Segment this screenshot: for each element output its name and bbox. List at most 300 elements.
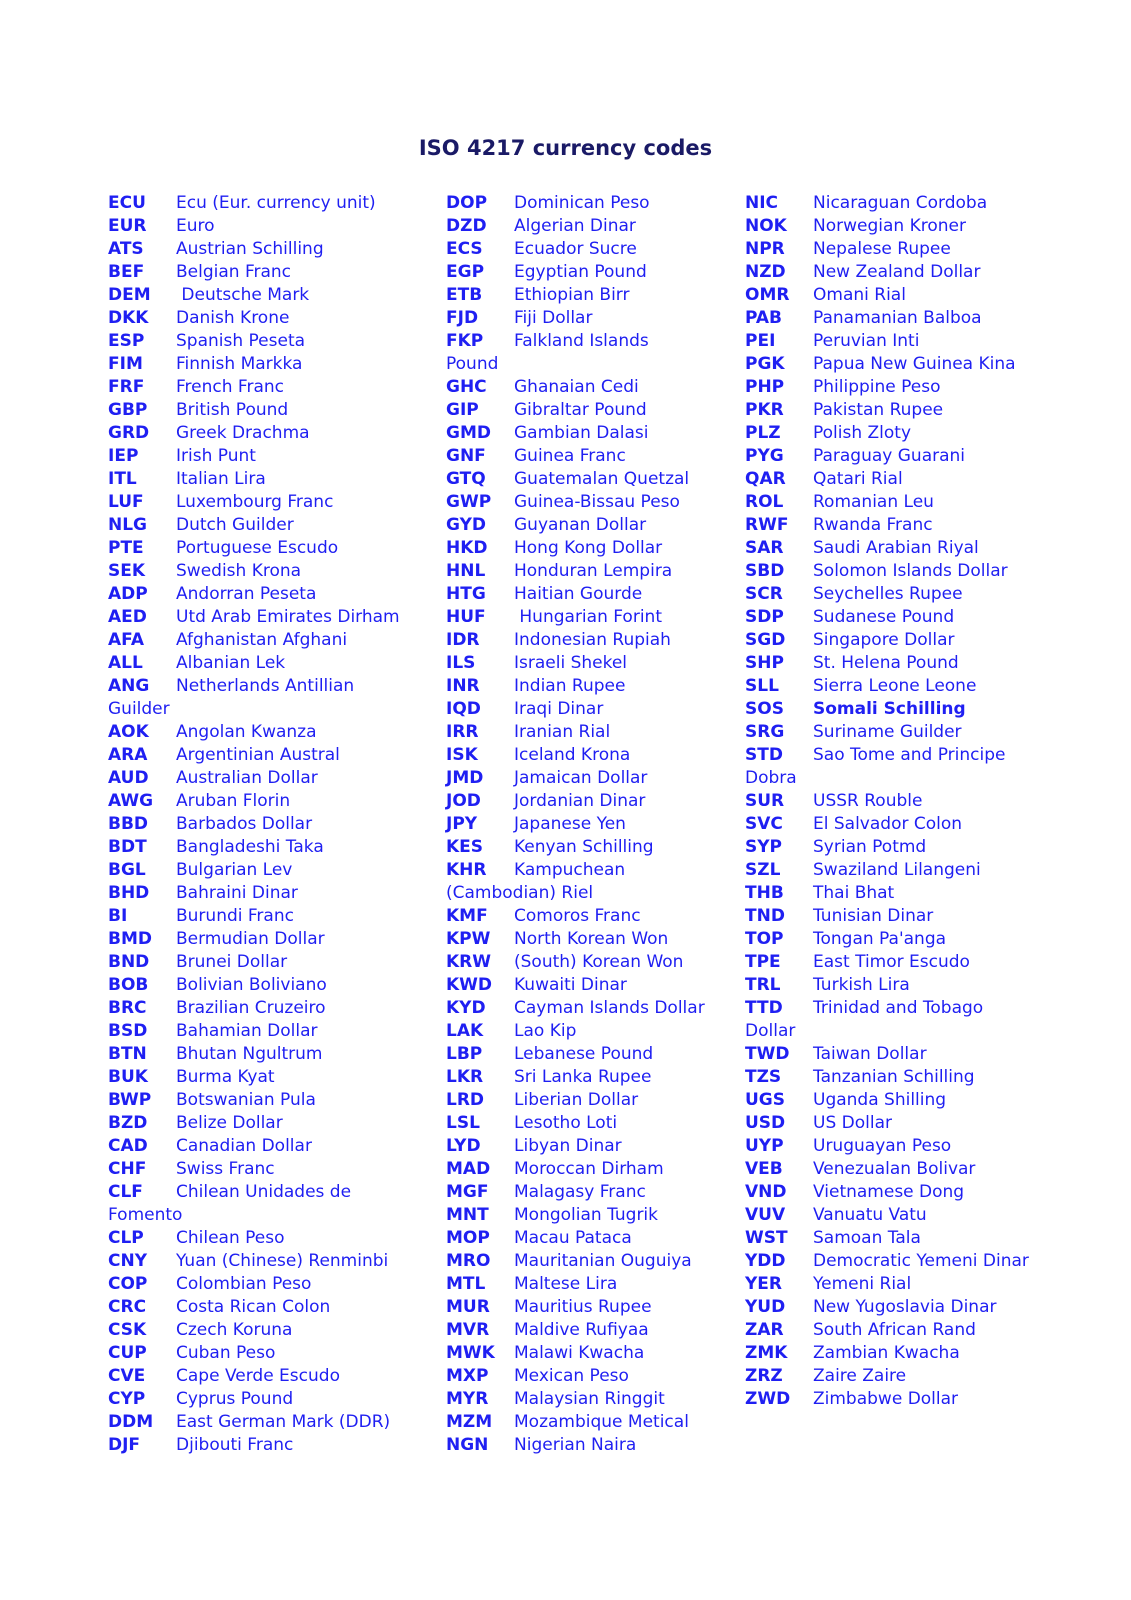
currency-row [446, 1181, 756, 1204]
currency-code: IQD [446, 699, 481, 719]
currency-row [108, 928, 418, 951]
currency-row [745, 1112, 1075, 1135]
currency-code: PEI [745, 331, 776, 351]
currency-row [108, 767, 418, 790]
currency-row [745, 330, 1075, 353]
currency-name: Tanzanian Schilling [813, 1067, 975, 1087]
currency-name: Papua New Guinea Kina [813, 354, 1016, 374]
currency-row [446, 790, 756, 813]
currency-row [745, 353, 1075, 376]
currency-code: TRL [745, 975, 781, 995]
currency-row [446, 928, 756, 951]
currency-code: ECU [108, 193, 146, 213]
currency-row [108, 261, 418, 284]
currency-row [446, 744, 756, 767]
currency-name: Venezualan Bolivar [813, 1159, 976, 1179]
currency-row [446, 905, 756, 928]
currency-name: Nicaraguan Cordoba [813, 193, 988, 213]
currency-name: Indonesian Rupiah [514, 630, 671, 650]
currency-row [446, 997, 756, 1020]
currency-code: DJF [108, 1435, 141, 1455]
currency-name: Swedish Krona [176, 561, 302, 581]
currency-name: Philippine Peso [813, 377, 941, 397]
currency-row [446, 1319, 756, 1342]
currency-code: MWK [446, 1343, 495, 1363]
currency-name: Omani Rial [813, 285, 906, 305]
currency-row [108, 859, 418, 882]
currency-code: NLG [108, 515, 148, 535]
currency-name: Panamanian Balboa [813, 308, 982, 328]
currency-name: Danish Krone [176, 308, 290, 328]
currency-name: Japanese Yen [514, 814, 626, 834]
currency-name: Romanian Leu [813, 492, 934, 512]
currency-row [446, 445, 756, 468]
currency-name: Zambian Kwacha [813, 1343, 960, 1363]
currency-row [745, 974, 1075, 997]
currency-name: Gambian Dalasi [514, 423, 649, 443]
currency-name: South African Rand [813, 1320, 976, 1340]
currency-code: EUR [108, 216, 147, 236]
currency-row [745, 1089, 1075, 1112]
currency-code: SYP [745, 837, 783, 857]
currency-row [745, 1204, 1075, 1227]
currency-name: Iceland Krona [514, 745, 631, 765]
currency-row [745, 1227, 1075, 1250]
currency-row [108, 1388, 418, 1411]
currency-code: TWD [745, 1044, 790, 1064]
currency-name: Mauritius Rupee [514, 1297, 652, 1317]
currency-code: BMD [108, 929, 152, 949]
currency-code: BEF [108, 262, 145, 282]
currency-code: VUV [745, 1205, 786, 1225]
currency-row [745, 399, 1075, 422]
currency-name: Maltese Lira [514, 1274, 618, 1294]
currency-name-continuation [108, 698, 418, 721]
currency-row [108, 399, 418, 422]
currency-code: SDP [745, 607, 784, 627]
currency-name: Deutsche Mark [176, 285, 310, 305]
currency-code: RWF [745, 515, 789, 535]
currency-row [108, 606, 418, 629]
currency-code: CLP [108, 1228, 144, 1248]
currency-code: AOK [108, 722, 149, 742]
currency-name: Zimbabwe Dollar [813, 1389, 959, 1409]
currency-code: LRD [446, 1090, 485, 1110]
currency-row [108, 974, 418, 997]
currency-code: TND [745, 906, 785, 926]
currency-row [745, 790, 1075, 813]
currency-row [446, 330, 756, 353]
currency-code: LYD [446, 1136, 481, 1156]
currency-name: Kuwaiti Dinar [514, 975, 627, 995]
currency-name: Saudi Arabian Riyal [813, 538, 979, 558]
currency-name: Aruban Florin [176, 791, 291, 811]
currency-name: Nigerian Naira [514, 1435, 637, 1455]
currency-name: Syrian Potmd [813, 837, 927, 857]
currency-name-continuation [446, 353, 756, 376]
currency-code: COP [108, 1274, 148, 1294]
currency-code: DDM [108, 1412, 154, 1432]
currency-row [446, 307, 756, 330]
currency-row [108, 813, 418, 836]
currency-code: ISK [446, 745, 478, 765]
currency-name: Comoros Franc [514, 906, 641, 926]
currency-name: Rwanda Franc [813, 515, 933, 535]
currency-code: SAR [745, 538, 784, 558]
currency-code: GNF [446, 446, 486, 466]
currency-code: NOK [745, 216, 787, 236]
currency-row [446, 468, 756, 491]
currency-code: PAB [745, 308, 783, 328]
currency-row [745, 491, 1075, 514]
currency-name: Pakistan Rupee [813, 400, 944, 420]
currency-code: GYD [446, 515, 487, 535]
currency-code: SBD [745, 561, 785, 581]
currency-row [446, 1434, 756, 1457]
currency-name: Malaysian Ringgit [514, 1389, 665, 1409]
currency-name: Fiji Dollar [514, 308, 593, 328]
currency-code: ZMK [745, 1343, 788, 1363]
currency-name: Albanian Lek [176, 653, 286, 673]
currency-row [745, 997, 1075, 1020]
currency-row [108, 1250, 418, 1273]
currency-code: GHC [446, 377, 487, 397]
currency-code: ILS [446, 653, 476, 673]
currency-row [108, 215, 418, 238]
currency-row [745, 882, 1075, 905]
currency-row [745, 1388, 1075, 1411]
currency-code: CNY [108, 1251, 148, 1271]
currency-row [745, 813, 1075, 836]
currency-code: NZD [745, 262, 786, 282]
currency-name: Swaziland Lilangeni [813, 860, 981, 880]
currency-row [745, 514, 1075, 537]
currency-code: AFA [108, 630, 144, 650]
currency-code: ATS [108, 239, 144, 259]
currency-code: INR [446, 676, 480, 696]
currency-name: Uruguayan Peso [813, 1136, 952, 1156]
currency-row [446, 1089, 756, 1112]
currency-code: ARA [108, 745, 148, 765]
currency-row [108, 1296, 418, 1319]
currency-name-continuation [745, 767, 1075, 790]
currency-code: CLF [108, 1182, 143, 1202]
currency-row [446, 652, 756, 675]
currency-name-continuation [745, 1020, 1075, 1043]
currency-row [108, 1181, 418, 1204]
currency-name: Finnish Markka [176, 354, 303, 374]
currency-name: Botswanian Pula [176, 1090, 316, 1110]
currency-name: Cyprus Pound [176, 1389, 294, 1409]
currency-name: Mexican Peso [514, 1366, 629, 1386]
currency-name: Tongan Pa'anga [813, 929, 947, 949]
currency-row [446, 1342, 756, 1365]
currency-code: BTN [108, 1044, 147, 1064]
currency-name: Haitian Gourde [514, 584, 643, 604]
currency-row [446, 1066, 756, 1089]
currency-name: Canadian Dollar [176, 1136, 312, 1156]
currency-name: Dutch Guilder [176, 515, 294, 535]
currency-name: Bangladeshi Taka [176, 837, 324, 857]
currency-name: Sao Tome and Principe [813, 745, 1006, 765]
currency-name: Mauritanian Ouguiya [514, 1251, 692, 1271]
currency-row [446, 675, 756, 698]
currency-name: New Zealand Dollar [813, 262, 981, 282]
currency-code: USD [745, 1113, 786, 1133]
currency-name: East German Mark (DDR) [176, 1412, 391, 1432]
currency-name: Malawi Kwacha [514, 1343, 645, 1363]
currency-row [108, 445, 418, 468]
currency-row [745, 560, 1075, 583]
currency-row [745, 583, 1075, 606]
currency-name: New Yugoslavia Dinar [813, 1297, 997, 1317]
currency-row [108, 721, 418, 744]
currency-name-continuation [446, 882, 756, 905]
currency-name: Hungarian Forint [514, 607, 662, 627]
currency-row [446, 1158, 756, 1181]
currency-row [108, 997, 418, 1020]
currency-name: Jamaican Dollar [514, 768, 648, 788]
currency-name: Maldive Rufiyaa [514, 1320, 649, 1340]
currency-code: CAD [108, 1136, 148, 1156]
currency-row [446, 1020, 756, 1043]
currency-code: MUR [446, 1297, 490, 1317]
currency-name: Iranian Rial [514, 722, 611, 742]
currency-name: Zaire Zaire [813, 1366, 907, 1386]
currency-code: FIM [108, 354, 143, 374]
currency-name: Kenyan Schilling [514, 837, 654, 857]
currency-name: Utd Arab Emirates Dirham [176, 607, 400, 627]
currency-row [108, 1434, 418, 1457]
currency-name: USSR Rouble [813, 791, 923, 811]
currency-row [446, 238, 756, 261]
currency-row [745, 928, 1075, 951]
currency-name: Australian Dollar [176, 768, 318, 788]
currency-code: ALL [108, 653, 143, 673]
currency-name: Singapore Dollar [813, 630, 955, 650]
currency-name: North Korean Won [514, 929, 669, 949]
currency-code: MVR [446, 1320, 490, 1340]
currency-row [446, 1388, 756, 1411]
currency-row [108, 1043, 418, 1066]
currency-code: LUF [108, 492, 144, 512]
currency-row [446, 1411, 756, 1434]
currency-row [745, 284, 1075, 307]
currency-row [745, 1181, 1075, 1204]
currency-row [108, 353, 418, 376]
currency-code: FJD [446, 308, 479, 328]
currency-code: TOP [745, 929, 784, 949]
currency-row [446, 1204, 756, 1227]
currency-row [108, 422, 418, 445]
currency-row [108, 882, 418, 905]
currency-row [108, 836, 418, 859]
currency-code: SGD [745, 630, 786, 650]
currency-name: Somali Schilling [813, 699, 966, 719]
currency-code: MYR [446, 1389, 489, 1409]
currency-row [108, 537, 418, 560]
currency-row [446, 767, 756, 790]
currency-name: Hong Kong Dollar [514, 538, 663, 558]
currency-row [745, 1319, 1075, 1342]
currency-name: Cuban Peso [176, 1343, 276, 1363]
currency-name: Belize Dollar [176, 1113, 283, 1133]
currency-name: Guinea Franc [514, 446, 626, 466]
currency-code: ZWD [745, 1389, 791, 1409]
currency-row [108, 629, 418, 652]
currency-code: GBP [108, 400, 148, 420]
currency-code: KES [446, 837, 484, 857]
currency-name: Bolivian Boliviano [176, 975, 327, 995]
currency-code: HTG [446, 584, 486, 604]
currency-code: BWP [108, 1090, 152, 1110]
currency-row [108, 560, 418, 583]
currency-row [745, 1158, 1075, 1181]
currency-name: Honduran Lempira [514, 561, 673, 581]
currency-row [108, 284, 418, 307]
currency-code: GTQ [446, 469, 486, 489]
currency-code: IEP [108, 446, 139, 466]
currency-code: AUD [108, 768, 149, 788]
currency-name-continuation [108, 1204, 418, 1227]
currency-code: MZM [446, 1412, 493, 1432]
currency-name: Burundi Franc [176, 906, 294, 926]
currency-name: Argentinian Austral [176, 745, 340, 765]
currency-name: Samoan Tala [813, 1228, 921, 1248]
currency-name: Peruvian Inti [813, 331, 920, 351]
currency-name: Taiwan Dollar [813, 1044, 927, 1064]
currency-name: Uganda Shilling [813, 1090, 947, 1110]
currency-code: BRC [108, 998, 147, 1018]
currency-name: Kampuchean [514, 860, 626, 880]
currency-code: OMR [745, 285, 790, 305]
currency-row [446, 261, 756, 284]
continuation-text: Guilder [108, 699, 170, 719]
currency-row [446, 859, 756, 882]
currency-row [745, 537, 1075, 560]
currency-name: British Pound [176, 400, 289, 420]
currency-code: LSL [446, 1113, 480, 1133]
currency-name: Colombian Peso [176, 1274, 312, 1294]
currency-name: Ecu (Eur. currency unit) [176, 193, 376, 213]
currency-code: BOB [108, 975, 149, 995]
currency-code: ESP [108, 331, 145, 351]
currency-code: ANG [108, 676, 150, 696]
currency-name: Portuguese Escudo [176, 538, 339, 558]
currency-code: PGK [745, 354, 785, 374]
currency-code: TPE [745, 952, 781, 972]
currency-row [446, 951, 756, 974]
currency-row [108, 675, 418, 698]
currency-code: DZD [446, 216, 487, 236]
currency-name: Cayman Islands Dollar [514, 998, 705, 1018]
currency-name: Israeli Shekel [514, 653, 628, 673]
currency-code: GRD [108, 423, 150, 443]
currency-code: ZRZ [745, 1366, 783, 1386]
currency-row [745, 1273, 1075, 1296]
currency-row [745, 698, 1075, 721]
currency-row [745, 1365, 1075, 1388]
currency-row [745, 629, 1075, 652]
currency-code: KYD [446, 998, 486, 1018]
currency-code: AED [108, 607, 147, 627]
currency-row [446, 491, 756, 514]
currency-row [108, 1089, 418, 1112]
currency-code: JOD [446, 791, 481, 811]
currency-code: CUP [108, 1343, 147, 1363]
currency-code: NPR [745, 239, 785, 259]
currency-name: Brazilian Cruzeiro [176, 998, 326, 1018]
currency-code: KMF [446, 906, 488, 926]
currency-row [108, 307, 418, 330]
currency-row [108, 1158, 418, 1181]
currency-code: BDT [108, 837, 147, 857]
currency-code: JPY [446, 814, 478, 834]
currency-row [745, 1342, 1075, 1365]
currency-code: GIP [446, 400, 479, 420]
currency-row [446, 698, 756, 721]
currency-name: Guinea-Bissau Peso [514, 492, 680, 512]
currency-code: PKR [745, 400, 784, 420]
currency-name: Ethiopian Birr [514, 285, 630, 305]
currency-code: KWD [446, 975, 493, 995]
currency-code: HKD [446, 538, 488, 558]
currency-row [108, 652, 418, 675]
currency-code: SOS [745, 699, 784, 719]
currency-code: LAK [446, 1021, 484, 1041]
currency-row [108, 330, 418, 353]
currency-code: WST [745, 1228, 788, 1248]
currency-name: Vanuatu Vatu [813, 1205, 927, 1225]
currency-code: ZAR [745, 1320, 784, 1340]
currency-code: ETB [446, 285, 483, 305]
currency-name: Yuan (Chinese) Renminbi [176, 1251, 389, 1271]
currency-row [745, 836, 1075, 859]
currency-row [108, 491, 418, 514]
currency-row [745, 905, 1075, 928]
currency-code: LBP [446, 1044, 483, 1064]
currency-code: LKR [446, 1067, 484, 1087]
currency-code: VND [745, 1182, 787, 1202]
currency-code: CSK [108, 1320, 147, 1340]
currency-row [745, 1250, 1075, 1273]
currency-row [108, 1411, 418, 1434]
currency-row [745, 376, 1075, 399]
currency-name: Lao Kip [514, 1021, 577, 1041]
currency-name: Mongolian Tugrik [514, 1205, 659, 1225]
currency-row [108, 1319, 418, 1342]
currency-name: Sierra Leone Leone [813, 676, 977, 696]
currency-code: CHF [108, 1159, 147, 1179]
currency-name: East Timor Escudo [813, 952, 970, 972]
currency-name: Barbados Dollar [176, 814, 313, 834]
currency-code: ROL [745, 492, 784, 512]
currency-code: BSD [108, 1021, 148, 1041]
currency-name: Bahraini Dinar [176, 883, 298, 903]
currency-code: MGF [446, 1182, 489, 1202]
currency-row [446, 537, 756, 560]
currency-code: SRG [745, 722, 785, 742]
currency-code: PLZ [745, 423, 781, 443]
currency-column-1 [108, 192, 418, 1457]
currency-row [446, 1227, 756, 1250]
currency-column-3 [745, 192, 1075, 1411]
currency-row [446, 1043, 756, 1066]
currency-name: Dominican Peso [514, 193, 650, 213]
currency-name: Solomon Islands Dollar [813, 561, 1008, 581]
currency-code: ITL [108, 469, 137, 489]
currency-row [108, 790, 418, 813]
